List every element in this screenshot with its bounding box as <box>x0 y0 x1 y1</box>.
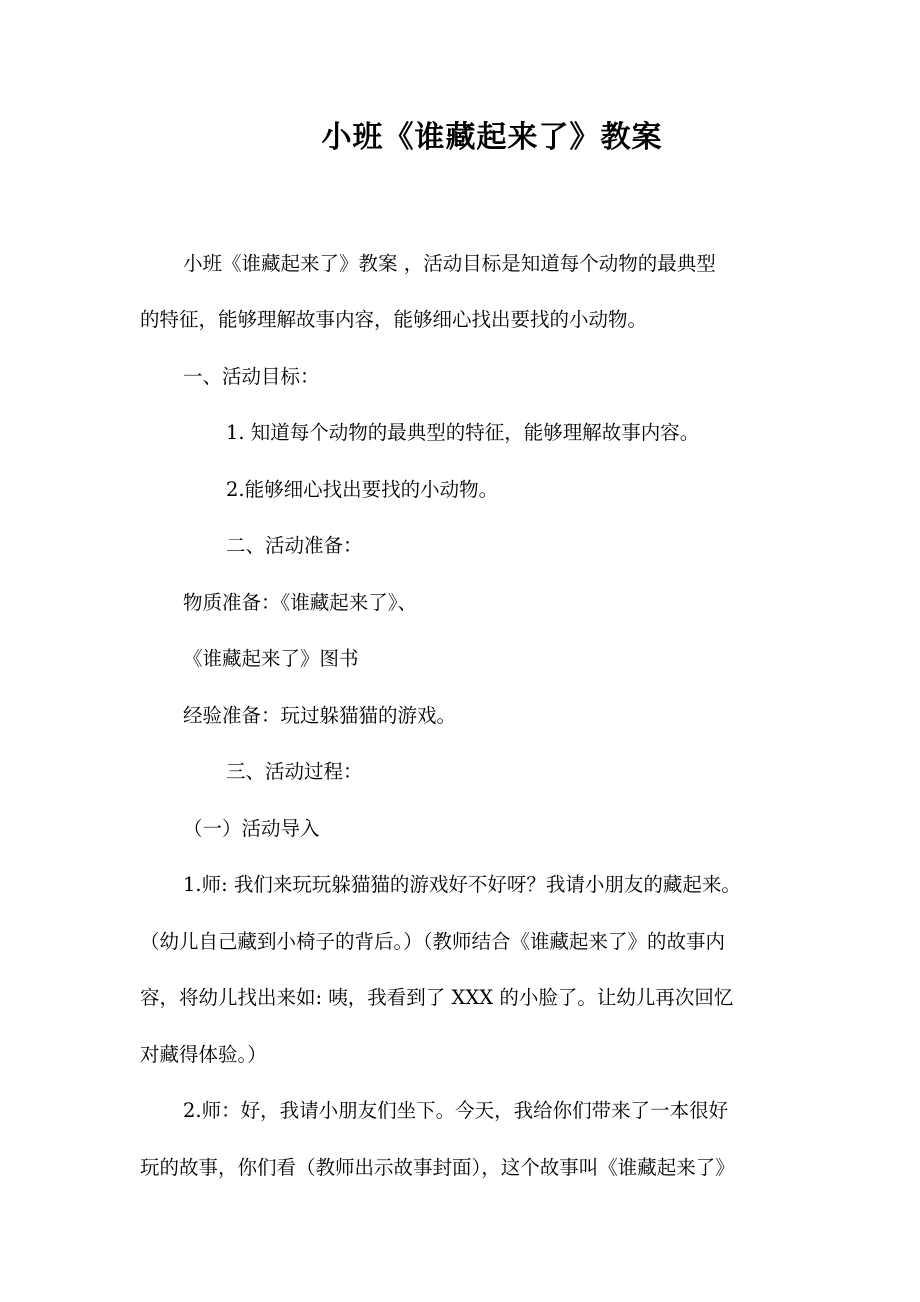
goal-item-2: 2.能够细心找出要找的小动物。 <box>226 478 499 501</box>
material-preparation: 物质准备：《谁藏起来了》、 <box>183 591 418 614</box>
process-step-1-line-2: （幼儿自己藏到小椅子的背后。）（教师结合《谁藏起来了》的故事内 <box>140 930 726 953</box>
process-step-2-line-2: 玩的故事，你们看（教师出示故事封面），这个故事叫《谁藏起来了》 <box>140 1156 735 1179</box>
section-heading-preparation: 二、活动准备： <box>226 534 363 557</box>
process-step-1-line-4: 对藏得体验。） <box>140 1043 267 1066</box>
process-step-1-line-3: 容，将幼儿找出来如: 咦，我看到了 XXX 的小脸了。让幼儿再次回忆 <box>140 986 734 1009</box>
paragraph-line-intro-2: 的特征，能够理解故事内容，能够细心找出要找的小动物。 <box>140 308 648 331</box>
material-book: 《谁藏起来了》图书 <box>183 647 359 670</box>
section-heading-goals: 一、活动目标： <box>183 365 320 388</box>
document-title: 小班《谁藏起来了》教案 <box>321 120 663 155</box>
subsection-heading-intro: （一）活动导入 <box>183 817 320 840</box>
process-step-1-line-1: 1.师: 我们来玩玩躲猫猫的游戏好不好呀？我请小朋友的藏起来。 <box>183 873 741 896</box>
goal-item-1: 1. 知道每个动物的最典型的特征，能够理解故事内容。 <box>226 421 700 444</box>
experience-preparation: 经验准备：玩过躲猫猫的游戏。 <box>183 704 457 727</box>
section-heading-process: 三、活动过程： <box>226 760 363 783</box>
paragraph-line-intro-1: 小班《谁藏起来了》教案 ，活动目标是知道每个动物的最典型 <box>183 252 716 275</box>
process-step-2-line-1: 2.师：好，我请小朋友们坐下。今天，我给你们带来了一本很好 <box>183 1099 729 1122</box>
